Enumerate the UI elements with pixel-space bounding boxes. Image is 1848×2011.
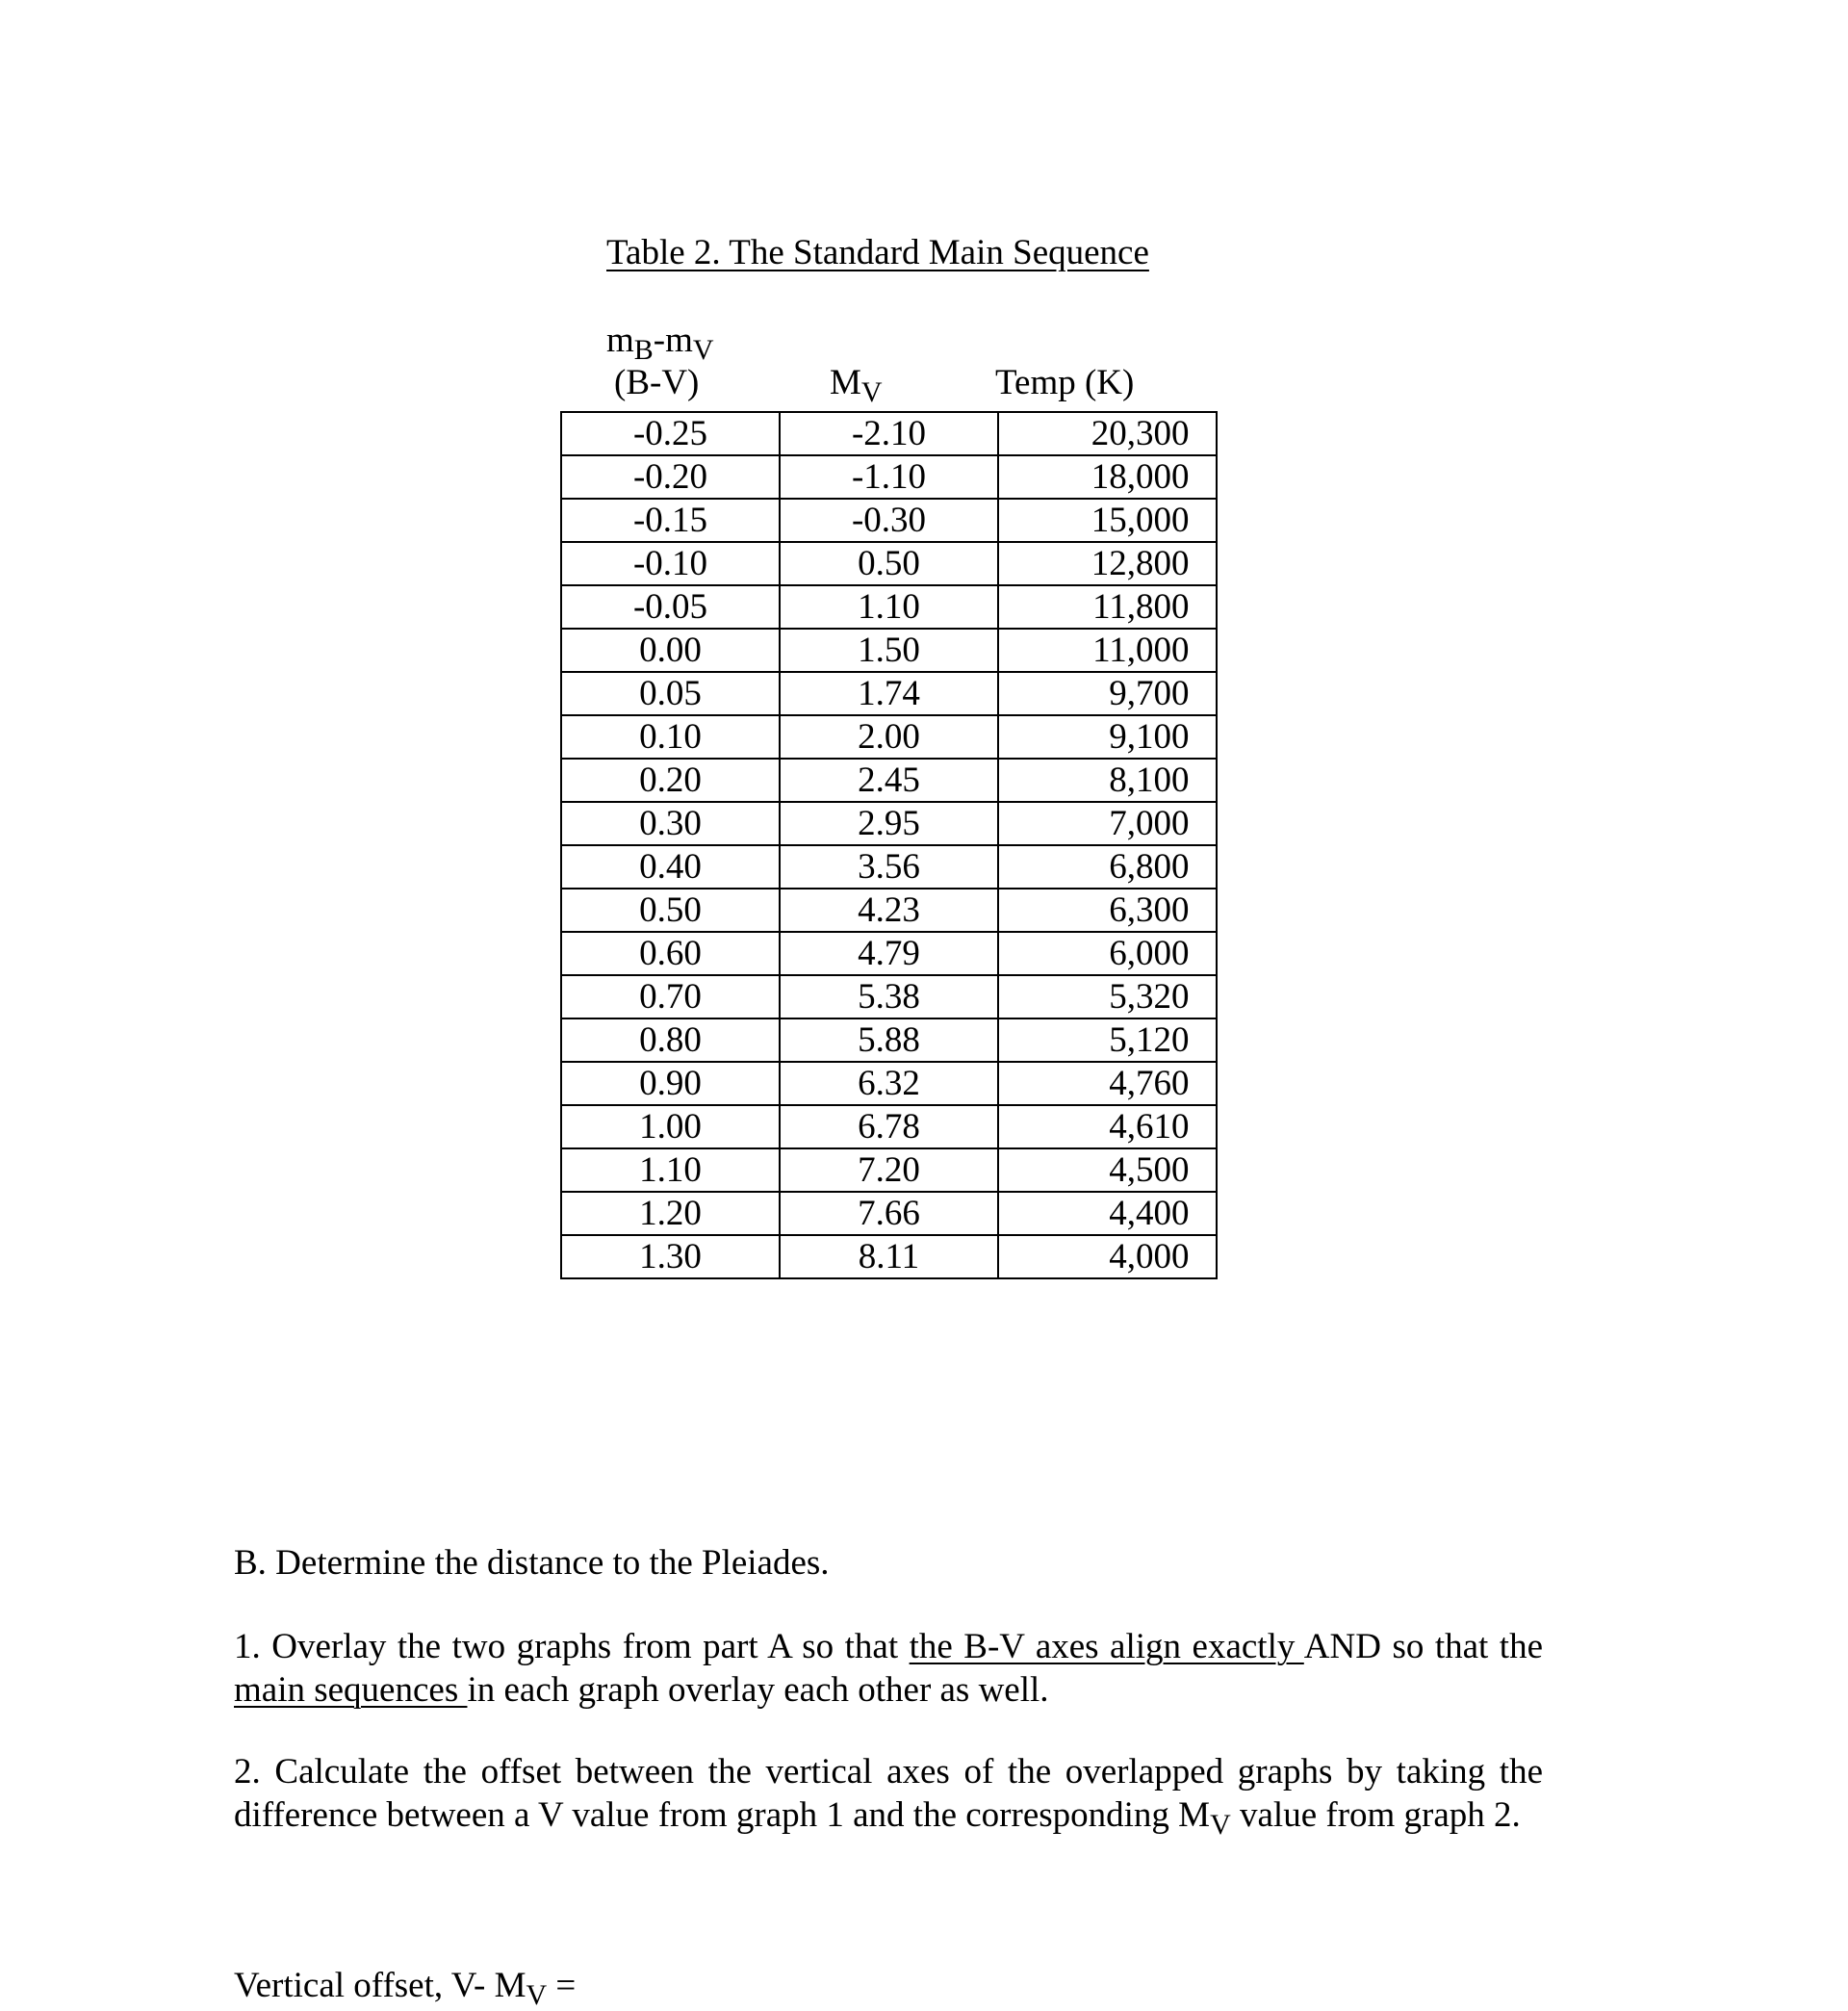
item2-text-before: 2. Calculate the offset between the vertical axes of the overlapped graphs by taking the difference between a V value from graph 1 and the corresponding M — [234, 1752, 1543, 1835]
cell-temp-value: 20,300 — [1091, 414, 1190, 453]
cell-mv: 4.79 — [780, 932, 998, 975]
main-sequence-table-body — [561, 412, 1217, 1278]
cell-temp-value: 6,800 — [1109, 847, 1190, 887]
table-row — [561, 585, 1217, 629]
cell-bv: 0.70 — [561, 975, 780, 1018]
table-row — [561, 802, 1217, 845]
item2-sub-v: V — [1210, 1809, 1231, 1841]
cell-mv: 6.78 — [780, 1105, 998, 1148]
cell-bv: -0.20 — [561, 455, 780, 499]
cell-temp-value: 6,000 — [1109, 934, 1190, 973]
cell-bv: 0.80 — [561, 1018, 780, 1062]
cell-temp-value: 11,000 — [1092, 631, 1190, 670]
cell-mv: 1.50 — [780, 629, 998, 672]
section-b-heading: B. Determine the distance to the Pleiades. — [234, 1543, 830, 1583]
table-row — [561, 542, 1217, 585]
table-row — [561, 455, 1217, 499]
cell-temp-value: 7,000 — [1109, 804, 1190, 843]
item1-underline-main-sequences: main sequences — [234, 1670, 468, 1710]
cell-temp — [998, 975, 1217, 1018]
cell-mv: 7.20 — [780, 1148, 998, 1192]
cell-bv: 1.30 — [561, 1235, 780, 1278]
cell-temp-value: 4,760 — [1109, 1064, 1190, 1103]
table-row — [561, 1148, 1217, 1192]
item1-prefix: 1. Overlay the two graphs from part A so that — [234, 1627, 910, 1666]
header-bv-sub-v: V — [692, 334, 714, 366]
instruction-item-2 — [234, 1750, 1543, 1841]
header-mv-main: M — [830, 363, 861, 402]
table-row — [561, 759, 1217, 802]
header-bv-label: (B-V) — [614, 363, 700, 402]
vertical-offset-line — [234, 1964, 1543, 2011]
table-row — [561, 715, 1217, 759]
cell-temp-value: 9,100 — [1109, 717, 1190, 757]
cell-temp-value: 12,800 — [1091, 544, 1190, 583]
item1-underline-bv-axes: the B-V axes align exactly — [909, 1627, 1304, 1666]
cell-temp — [998, 585, 1217, 629]
cell-temp-value: 18,000 — [1091, 457, 1190, 497]
cell-bv: 1.00 — [561, 1105, 780, 1148]
cell-mv: -2.10 — [780, 412, 998, 455]
cell-temp-value: 11,800 — [1092, 587, 1190, 627]
table-row — [561, 412, 1217, 455]
cell-temp — [998, 672, 1217, 715]
item1-middle: AND so that the — [1303, 1627, 1543, 1666]
table-row — [561, 932, 1217, 975]
cell-temp — [998, 932, 1217, 975]
cell-bv: 0.90 — [561, 1062, 780, 1105]
cell-mv: 2.45 — [780, 759, 998, 802]
table-row — [561, 672, 1217, 715]
cell-temp-value: 4,610 — [1109, 1107, 1190, 1147]
cell-bv: 0.05 — [561, 672, 780, 715]
table-title: Table 2. The Standard Main Sequence — [606, 233, 1149, 272]
cell-bv: -0.10 — [561, 542, 780, 585]
cell-mv: 4.23 — [780, 889, 998, 932]
cell-temp-value: 15,000 — [1091, 501, 1190, 540]
table-row — [561, 499, 1217, 542]
table-row — [561, 845, 1217, 889]
header-bv-sub-b: B — [633, 334, 654, 366]
main-sequence-table — [560, 411, 1218, 1279]
cell-bv: 0.00 — [561, 629, 780, 672]
table-row — [561, 1062, 1217, 1105]
cell-temp — [998, 1192, 1217, 1235]
header-bv-m: m — [606, 321, 634, 360]
cell-bv: 0.60 — [561, 932, 780, 975]
table-row — [561, 975, 1217, 1018]
cell-temp — [998, 845, 1217, 889]
cell-bv: -0.25 — [561, 412, 780, 455]
cell-temp-value: 9,700 — [1109, 674, 1190, 713]
cell-mv: -0.30 — [780, 499, 998, 542]
cell-mv: 8.11 — [780, 1235, 998, 1278]
cell-temp — [998, 802, 1217, 845]
table-row — [561, 1235, 1217, 1278]
cell-temp — [998, 1148, 1217, 1192]
cell-temp — [998, 1062, 1217, 1105]
header-mv-sub: V — [860, 376, 883, 408]
cell-mv: 5.38 — [780, 975, 998, 1018]
cell-bv: 0.10 — [561, 715, 780, 759]
cell-mv: 3.56 — [780, 845, 998, 889]
cell-temp-value: 4,000 — [1109, 1237, 1190, 1276]
cell-temp — [998, 455, 1217, 499]
table-row — [561, 889, 1217, 932]
table-row — [561, 1192, 1217, 1235]
cell-temp-value: 4,400 — [1109, 1194, 1190, 1233]
cell-temp — [998, 412, 1217, 455]
header-bv-symbol — [606, 320, 714, 366]
cell-mv: 1.74 — [780, 672, 998, 715]
offset-prefix: Vertical offset, V- M — [234, 1966, 526, 2005]
table-row — [561, 1105, 1217, 1148]
cell-bv: 1.10 — [561, 1148, 780, 1192]
cell-bv: 0.50 — [561, 889, 780, 932]
cell-mv: 6.32 — [780, 1062, 998, 1105]
cell-temp — [998, 629, 1217, 672]
cell-mv: -1.10 — [780, 455, 998, 499]
offset-sub-v: V — [526, 1979, 548, 2011]
table-row — [561, 629, 1217, 672]
instruction-item-1 — [234, 1625, 1543, 1712]
header-bv-dash-m: -m — [653, 321, 693, 360]
cell-mv: 5.88 — [780, 1018, 998, 1062]
cell-mv: 0.50 — [780, 542, 998, 585]
cell-bv: 1.20 — [561, 1192, 780, 1235]
cell-temp-value: 4,500 — [1109, 1150, 1190, 1190]
offset-suffix: = — [547, 1966, 577, 2005]
cell-bv: 0.20 — [561, 759, 780, 802]
cell-temp — [998, 499, 1217, 542]
cell-mv: 2.00 — [780, 715, 998, 759]
cell-temp — [998, 759, 1217, 802]
cell-bv: -0.05 — [561, 585, 780, 629]
cell-bv: 0.30 — [561, 802, 780, 845]
cell-temp-value: 5,320 — [1109, 977, 1190, 1017]
cell-temp — [998, 1018, 1217, 1062]
cell-temp — [998, 542, 1217, 585]
cell-mv: 1.10 — [780, 585, 998, 629]
item2-text-after: value from graph 2. — [1230, 1795, 1521, 1835]
cell-mv: 7.66 — [780, 1192, 998, 1235]
cell-mv: 2.95 — [780, 802, 998, 845]
cell-temp — [998, 889, 1217, 932]
cell-bv: 0.40 — [561, 845, 780, 889]
header-mv — [830, 362, 883, 408]
cell-temp — [998, 1235, 1217, 1278]
cell-temp-value: 5,120 — [1109, 1020, 1190, 1060]
cell-temp — [998, 1105, 1217, 1148]
cell-temp-value: 6,300 — [1109, 890, 1190, 930]
table-row — [561, 1018, 1217, 1062]
cell-bv: -0.15 — [561, 499, 780, 542]
cell-temp-value: 8,100 — [1109, 761, 1190, 800]
cell-temp — [998, 715, 1217, 759]
header-temp: Temp (K) — [995, 363, 1135, 402]
item1-suffix: in each graph overlay each other as well. — [467, 1670, 1049, 1710]
